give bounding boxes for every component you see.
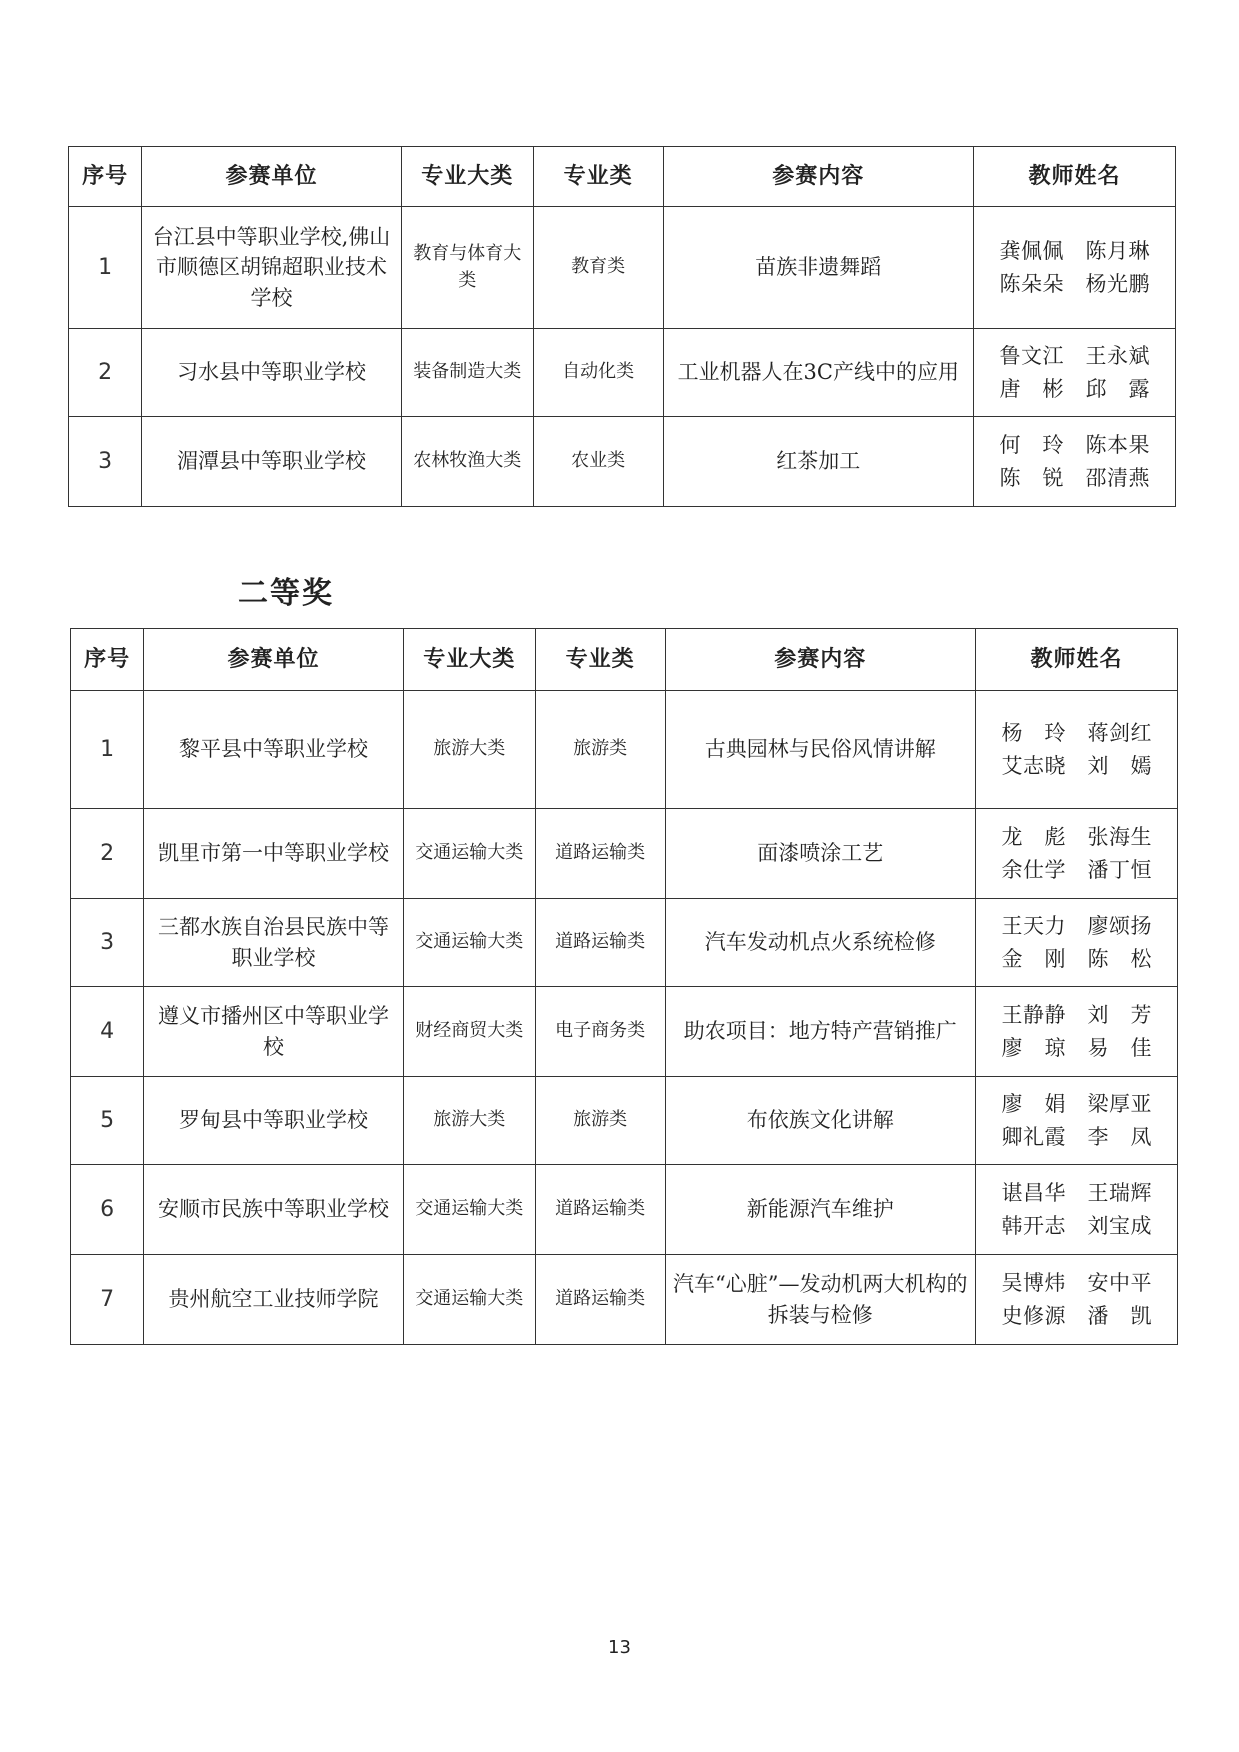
unit-cell: 台江县中等职业学校,佛山市顺德区胡锦超职业技术学校 — [142, 207, 402, 329]
seq-cell: 2 — [71, 809, 144, 899]
teachers-cell — [974, 207, 1176, 329]
major-cell: 旅游类 — [535, 691, 665, 809]
content-cell: 工业机器人在3C产线中的应用 — [663, 329, 974, 417]
category-cell: 交通运输大类 — [403, 899, 535, 987]
unit-cell: 习水县中等职业学校 — [142, 329, 402, 417]
teacher-name: 陈月琳 — [1085, 239, 1150, 264]
unit-cell: 安顺市民族中等职业学校 — [144, 1165, 404, 1255]
teacher-name: 安中平 — [1087, 1271, 1152, 1296]
category-cell: 交通运输大类 — [403, 1255, 535, 1345]
teacher-name: 潘丁恒 — [1087, 857, 1152, 882]
content-cell: 助农项目：地方特产营销推广 — [665, 987, 976, 1077]
table-header-row — [69, 147, 1176, 207]
first-prize-table — [68, 146, 1176, 507]
teacher-name: 金刚 — [1001, 946, 1066, 971]
content-cell: 面漆喷涂工艺 — [665, 809, 976, 899]
teacher-name: 鲁文江 — [999, 344, 1064, 369]
table-row — [71, 1165, 1178, 1255]
teacher-name: 刘芳 — [1087, 1003, 1152, 1028]
seq-cell: 1 — [71, 691, 144, 809]
header-unit: 参赛单位 — [142, 147, 402, 207]
teachers-cell — [976, 899, 1178, 987]
content-cell: 苗族非遗舞蹈 — [663, 207, 974, 329]
page-number: 13 — [608, 1637, 631, 1658]
table-row — [71, 1077, 1178, 1165]
teacher-name: 邱露 — [1085, 376, 1150, 401]
teacher-name: 王瑞辉 — [1087, 1181, 1152, 1206]
teacher-name: 杨玲 — [1001, 721, 1066, 746]
table-row — [71, 987, 1178, 1077]
seq-cell: 5 — [71, 1077, 144, 1165]
category-cell: 装备制造大类 — [401, 329, 533, 417]
teacher-name: 陈朵朵 — [999, 271, 1064, 296]
teachers-cell — [976, 987, 1178, 1077]
teachers-cell — [976, 691, 1178, 809]
table-row — [71, 1255, 1178, 1345]
unit-cell: 凯里市第一中等职业学校 — [144, 809, 404, 899]
major-cell: 教育类 — [533, 207, 663, 329]
header-content: 参赛内容 — [665, 629, 976, 691]
unit-cell: 遵义市播州区中等职业学校 — [144, 987, 404, 1077]
teacher-name: 吴博炜 — [1001, 1271, 1066, 1296]
seq-cell: 3 — [71, 899, 144, 987]
major-cell: 道路运输类 — [535, 1165, 665, 1255]
table-header-row — [71, 629, 1178, 691]
header-category: 专业大类 — [401, 147, 533, 207]
teachers-cell — [974, 329, 1176, 417]
teacher-name: 卿礼霞 — [1001, 1124, 1066, 1149]
table-row — [69, 207, 1176, 329]
teachers-cell — [976, 1165, 1178, 1255]
header-major: 专业类 — [535, 629, 665, 691]
teacher-name: 潘凯 — [1087, 1303, 1152, 1328]
teacher-name: 杨光鹏 — [1085, 271, 1150, 296]
unit-cell: 黎平县中等职业学校 — [144, 691, 404, 809]
teacher-name: 艾志晓 — [1001, 753, 1066, 778]
teacher-name: 余仕学 — [1001, 857, 1066, 882]
category-cell: 旅游大类 — [403, 1077, 535, 1165]
header-seq: 序号 — [69, 147, 142, 207]
teachers-cell — [976, 1255, 1178, 1345]
second-prize-table — [70, 628, 1178, 1345]
teacher-name: 陈松 — [1087, 946, 1152, 971]
teacher-name: 易佳 — [1087, 1035, 1152, 1060]
teacher-name: 陈锐 — [999, 465, 1064, 490]
teacher-name: 龙彪 — [1001, 825, 1066, 850]
major-cell: 自动化类 — [533, 329, 663, 417]
major-cell: 旅游类 — [535, 1077, 665, 1165]
major-cell: 道路运输类 — [535, 1255, 665, 1345]
header-seq: 序号 — [71, 629, 144, 691]
header-major: 专业类 — [533, 147, 663, 207]
category-cell: 农林牧渔大类 — [401, 417, 533, 507]
teacher-name: 梁厚亚 — [1087, 1092, 1152, 1117]
teachers-cell — [976, 1077, 1178, 1165]
teacher-name: 王静静 — [1001, 1003, 1066, 1028]
category-cell: 教育与体育大类 — [401, 207, 533, 329]
table-row — [69, 329, 1176, 417]
content-cell: 布依族文化讲解 — [665, 1077, 976, 1165]
category-cell: 财经商贸大类 — [403, 987, 535, 1077]
teacher-name: 廖娟 — [1001, 1092, 1066, 1117]
seq-cell: 4 — [71, 987, 144, 1077]
table-row — [71, 691, 1178, 809]
teacher-name: 刘嫣 — [1087, 753, 1152, 778]
category-cell: 交通运输大类 — [403, 1165, 535, 1255]
teacher-name: 蒋剑红 — [1087, 721, 1152, 746]
seq-cell: 6 — [71, 1165, 144, 1255]
seq-cell: 2 — [69, 329, 142, 417]
category-cell: 交通运输大类 — [403, 809, 535, 899]
teacher-name: 刘宝成 — [1087, 1213, 1152, 1238]
teacher-name: 邵清燕 — [1085, 465, 1150, 490]
content-cell: 汽车“心脏”—发动机两大机构的拆装与检修 — [665, 1255, 976, 1345]
header-unit: 参赛单位 — [144, 629, 404, 691]
major-cell: 道路运输类 — [535, 899, 665, 987]
seq-cell: 1 — [69, 207, 142, 329]
header-category: 专业大类 — [403, 629, 535, 691]
teacher-name: 王永斌 — [1085, 344, 1150, 369]
teacher-name: 廖琼 — [1001, 1035, 1066, 1060]
content-cell: 红茶加工 — [663, 417, 974, 507]
major-cell: 电子商务类 — [535, 987, 665, 1077]
teacher-name: 唐彬 — [999, 376, 1064, 401]
teacher-name: 龚佩佩 — [999, 239, 1064, 264]
teacher-name: 史修源 — [1001, 1303, 1066, 1328]
teacher-name: 谌昌华 — [1001, 1181, 1066, 1206]
table-row — [69, 417, 1176, 507]
content-cell: 新能源汽车维护 — [665, 1165, 976, 1255]
teachers-cell — [974, 417, 1176, 507]
teacher-name: 何玲 — [999, 433, 1064, 458]
seq-cell: 3 — [69, 417, 142, 507]
unit-cell: 罗甸县中等职业学校 — [144, 1077, 404, 1165]
header-content: 参赛内容 — [663, 147, 974, 207]
teacher-name: 张海生 — [1087, 825, 1152, 850]
teacher-name: 陈本果 — [1085, 433, 1150, 458]
table-row — [71, 899, 1178, 987]
content-cell: 古典园林与民俗风情讲解 — [665, 691, 976, 809]
unit-cell: 三都水族自治县民族中等职业学校 — [144, 899, 404, 987]
header-teachers: 教师姓名 — [974, 147, 1176, 207]
second-prize-heading: 二等奖 — [238, 576, 334, 611]
unit-cell: 湄潭县中等职业学校 — [142, 417, 402, 507]
major-cell: 道路运输类 — [535, 809, 665, 899]
teacher-name: 韩开志 — [1001, 1213, 1066, 1238]
content-cell: 汽车发动机点火系统检修 — [665, 899, 976, 987]
major-cell: 农业类 — [533, 417, 663, 507]
teacher-name: 王天力 — [1001, 914, 1066, 939]
table-row — [71, 809, 1178, 899]
teacher-name: 李凤 — [1087, 1124, 1152, 1149]
seq-cell: 7 — [71, 1255, 144, 1345]
category-cell: 旅游大类 — [403, 691, 535, 809]
unit-cell: 贵州航空工业技师学院 — [144, 1255, 404, 1345]
teachers-cell — [976, 809, 1178, 899]
header-teachers: 教师姓名 — [976, 629, 1178, 691]
teacher-name: 廖颂扬 — [1087, 914, 1152, 939]
